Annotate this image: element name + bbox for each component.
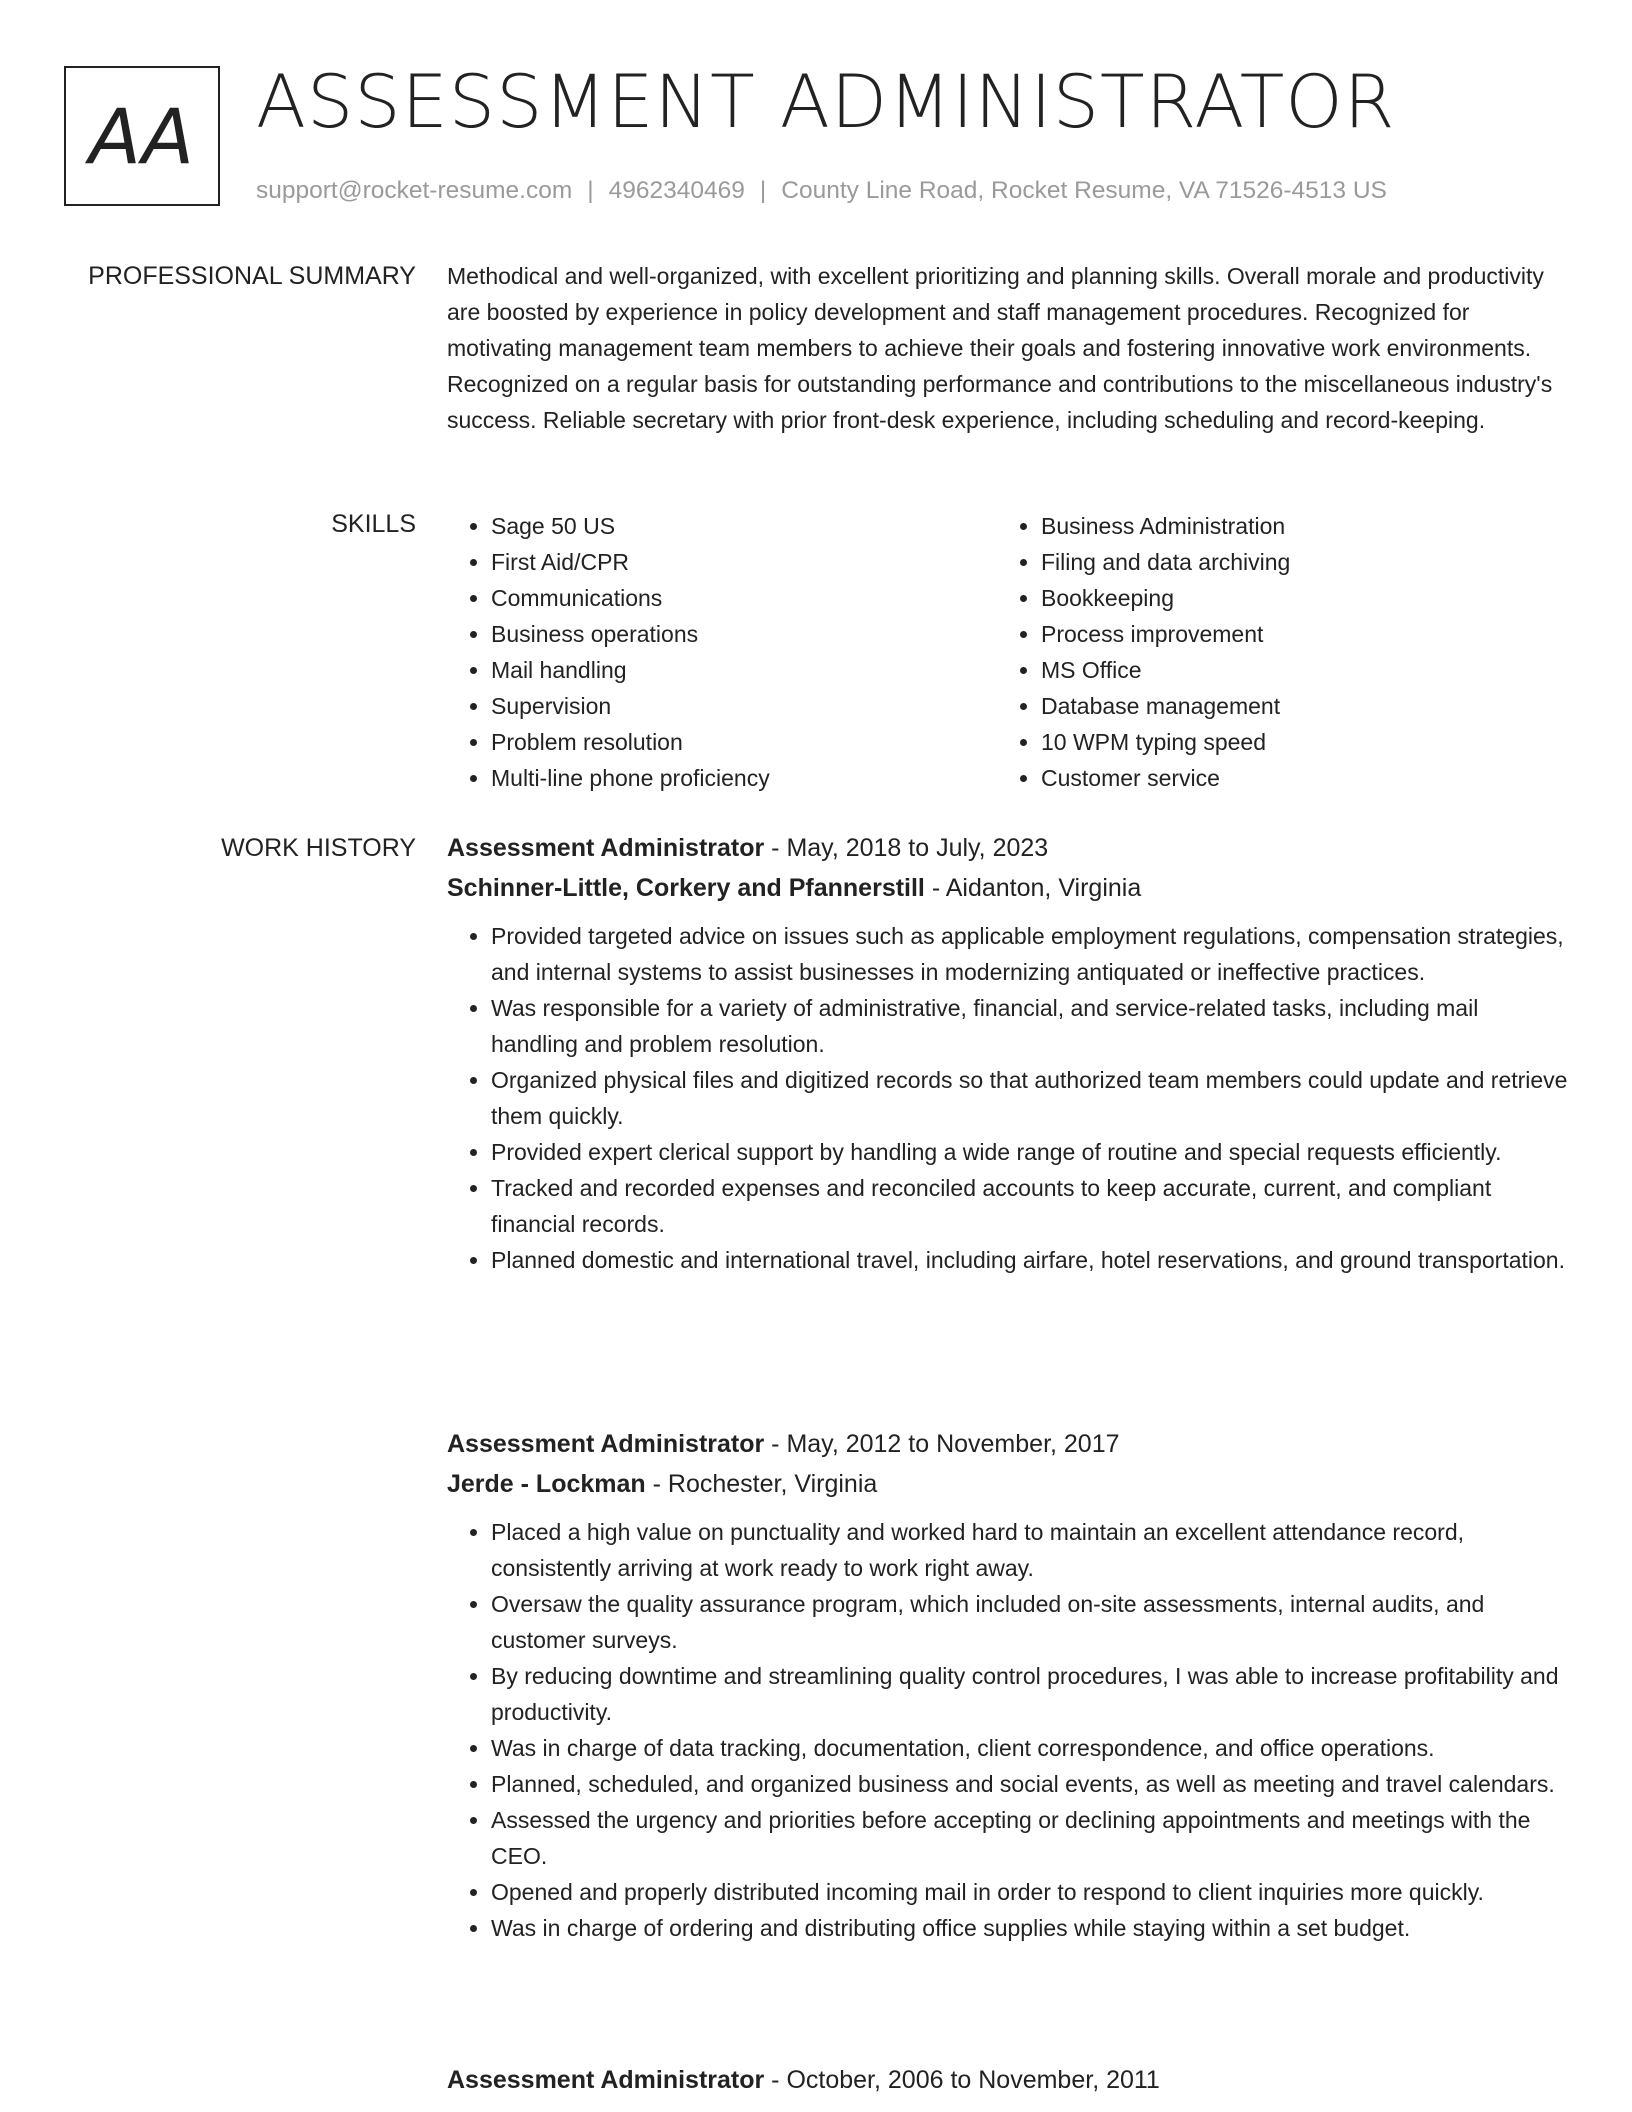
skill-item: • Supervision <box>491 688 997 724</box>
duty-item: • Oversaw the quality assurance program, which included on-site assessments, internal audits, and customer surveys. <box>491 1586 1569 1658</box>
section-heading-work-history: WORK HISTORY <box>221 834 416 862</box>
job-company-line <box>447 1464 1569 1504</box>
skill-item: • Multi-line phone proficiency <box>491 760 997 796</box>
job-duties <box>447 918 1569 1278</box>
job-dates: - October, 2006 to November, 2011 <box>764 2066 1160 2094</box>
skills-column-left <box>447 508 997 796</box>
skill-item: • 10 WPM typing speed <box>1041 724 1290 760</box>
summary-text: Methodical and well-organized, with excellent prioritizing and planning skills. Overall morale and productivity are boosted by experience in policy development and staff management procedures. Recognized for motivating management team members to achieve their goals and fostering innovative work environments. Recognized on a regular basis for outstanding performance and contributions to the miscellaneous industry's success. Reliable secretary with prior front-desk experience, including scheduling and record-keeping. <box>447 263 1553 433</box>
job-company: Schinner-Little, Corkery and Pfannerstill <box>447 874 925 902</box>
job-entry <box>447 1424 1569 1946</box>
job-entry <box>447 2060 1569 2100</box>
contact-separator: | <box>759 177 767 204</box>
job-location: - Rochester, Virginia <box>645 1470 878 1498</box>
monogram-initials: AA <box>89 91 195 181</box>
job-company-line <box>447 868 1569 908</box>
contact-phone[interactable]: 4962340469 <box>608 177 745 204</box>
duty-item: • Was responsible for a variety of administrative, financial, and service-related tasks, including mail handling and problem resolution. <box>491 990 1569 1062</box>
section-heading-summary: PROFESSIONAL SUMMARY <box>88 262 416 290</box>
duty-item: • By reducing downtime and streamlining quality control procedures, I was able to increase profitability and productivity. <box>491 1658 1569 1730</box>
job-title: Assessment Administrator <box>447 1430 765 1458</box>
job-duties <box>447 1514 1569 1946</box>
contact-line <box>256 174 1387 208</box>
duty-item: • Opened and properly distributed incoming mail in order to respond to client inquiries more quickly. <box>491 1874 1569 1910</box>
skill-item: • Business Administration <box>1041 508 1290 544</box>
skill-item: • Customer service <box>1041 760 1290 796</box>
duty-item: • Provided targeted advice on issues such as applicable employment regulations, compensation strategies, and internal systems to assist businesses in modernizing antiquated or ineffective practices. <box>491 918 1569 990</box>
job-company: Jerde - Lockman <box>447 1470 646 1498</box>
job-dates: - May, 2018 to July, 2023 <box>764 834 1049 862</box>
duty-item: • Planned domestic and international travel, including airfare, hotel reservations, and ground transportation. <box>491 1242 1569 1278</box>
duty-item: • Was in charge of data tracking, documentation, client correspondence, and office operations. <box>491 1730 1569 1766</box>
skill-item: • Database management <box>1041 688 1290 724</box>
contact-address: County Line Road, Rocket Resume, VA 71526-4513 US <box>781 177 1387 204</box>
skill-item: • Process improvement <box>1041 616 1290 652</box>
duty-item: • Assessed the urgency and priorities before accepting or declining appointments and meetings with the CEO. <box>491 1802 1569 1874</box>
section-heading-skills: SKILLS <box>331 510 416 538</box>
skills-list <box>447 508 1569 796</box>
skill-item: • First Aid/CPR <box>491 544 997 580</box>
duty-item: • Tracked and recorded expenses and reconciled accounts to keep accurate, current, and compliant financial records. <box>491 1170 1569 1242</box>
job-location: - Aidanton, Virginia <box>924 874 1142 902</box>
duty-item: • Was in charge of ordering and distributing office supplies while staying within a set budget. <box>491 1910 1569 1946</box>
job-entry <box>447 828 1569 1278</box>
skill-item: • Filing and data archiving <box>1041 544 1290 580</box>
resume-name: ASSESSMENT ADMINISTRATOR <box>256 60 1396 145</box>
job-title: Assessment Administrator <box>447 2066 765 2094</box>
job-title-line <box>447 1424 1569 1464</box>
skill-item: • Problem resolution <box>491 724 997 760</box>
job-title-line <box>447 828 1569 868</box>
duty-item: • Organized physical files and digitized records so that authorized team members could update and retrieve them quickly. <box>491 1062 1569 1134</box>
job-title-line <box>447 2060 1569 2100</box>
job-dates: - May, 2012 to November, 2017 <box>764 1430 1120 1458</box>
duty-item: • Planned, scheduled, and organized business and social events, as well as meeting and travel calendars. <box>491 1766 1569 1802</box>
skill-item: • Bookkeeping <box>1041 580 1290 616</box>
skill-item: • Communications <box>491 580 997 616</box>
duty-item: • Provided expert clerical support by handling a wide range of routine and special requests efficiently. <box>491 1134 1569 1170</box>
job-title: Assessment Administrator <box>447 834 765 862</box>
monogram-logo <box>64 66 220 206</box>
skills-column-right <box>997 508 1290 796</box>
duty-item: • Placed a high value on punctuality and worked hard to maintain an excellent attendance record, consistently arriving at work ready to work right away. <box>491 1514 1569 1586</box>
skill-item: • Mail handling <box>491 652 997 688</box>
skill-item: • Sage 50 US <box>491 508 997 544</box>
skill-item: • Business operations <box>491 616 997 652</box>
contact-email[interactable]: support@rocket-resume.com <box>256 177 573 204</box>
skill-item: • MS Office <box>1041 652 1290 688</box>
contact-separator: | <box>587 177 594 204</box>
